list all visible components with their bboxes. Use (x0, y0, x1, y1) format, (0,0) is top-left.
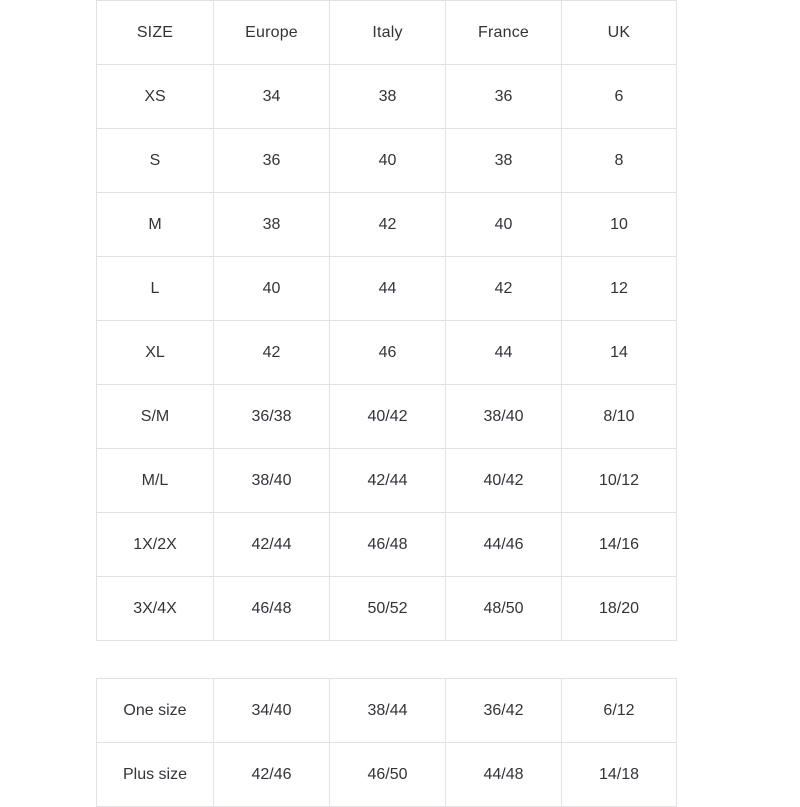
cell-italy: 40 (330, 129, 446, 193)
cell-italy: 42/44 (330, 449, 446, 513)
row-label: L (97, 257, 214, 321)
cell-france: 44/48 (446, 743, 562, 807)
cell-europe: 46/48 (214, 577, 330, 641)
cell-uk: 12 (562, 257, 677, 321)
table-header-row (97, 1, 677, 65)
table-row (97, 385, 677, 449)
row-label: XL (97, 321, 214, 385)
cell-europe: 42/44 (214, 513, 330, 577)
table-row (97, 257, 677, 321)
cell-uk: 18/20 (562, 577, 677, 641)
column-header-uk: UK (562, 1, 677, 65)
row-label: 3X/4X (97, 577, 214, 641)
table-body (97, 65, 677, 641)
row-label: Plus size (97, 743, 214, 807)
cell-france: 38 (446, 129, 562, 193)
row-label: 1X/2X (97, 513, 214, 577)
column-header-france: France (446, 1, 562, 65)
cell-italy: 50/52 (330, 577, 446, 641)
table-row (97, 679, 677, 743)
cell-europe: 38 (214, 193, 330, 257)
cell-france: 38/40 (446, 385, 562, 449)
cell-france: 42 (446, 257, 562, 321)
column-header-size: SIZE (97, 1, 214, 65)
cell-italy: 38/44 (330, 679, 446, 743)
table-row (97, 129, 677, 193)
row-label: One size (97, 679, 214, 743)
cell-france: 40 (446, 193, 562, 257)
size-chart-container (96, 0, 676, 807)
cell-europe: 42 (214, 321, 330, 385)
cell-europe: 36/38 (214, 385, 330, 449)
cell-uk: 14 (562, 321, 677, 385)
cell-france: 44/46 (446, 513, 562, 577)
cell-europe: 34/40 (214, 679, 330, 743)
size-conversion-table (96, 0, 677, 641)
cell-uk: 6/12 (562, 679, 677, 743)
table-row (97, 321, 677, 385)
table-row (97, 577, 677, 641)
cell-uk: 14/18 (562, 743, 677, 807)
secondary-table-wrapper (96, 678, 676, 807)
cell-europe: 36 (214, 129, 330, 193)
table-row (97, 449, 677, 513)
cell-france: 36 (446, 65, 562, 129)
cell-italy: 46/50 (330, 743, 446, 807)
cell-france: 40/42 (446, 449, 562, 513)
cell-europe: 40 (214, 257, 330, 321)
cell-italy: 46/48 (330, 513, 446, 577)
cell-europe: 34 (214, 65, 330, 129)
row-label: XS (97, 65, 214, 129)
cell-uk: 6 (562, 65, 677, 129)
table-row (97, 513, 677, 577)
cell-italy: 42 (330, 193, 446, 257)
column-header-italy: Italy (330, 1, 446, 65)
cell-france: 44 (446, 321, 562, 385)
table-body (97, 679, 677, 807)
row-label: M/L (97, 449, 214, 513)
cell-uk: 14/16 (562, 513, 677, 577)
cell-europe: 42/46 (214, 743, 330, 807)
cell-uk: 10/12 (562, 449, 677, 513)
row-label: S/M (97, 385, 214, 449)
cell-uk: 10 (562, 193, 677, 257)
cell-italy: 44 (330, 257, 446, 321)
cell-italy: 46 (330, 321, 446, 385)
row-label: M (97, 193, 214, 257)
table-row (97, 65, 677, 129)
row-label: S (97, 129, 214, 193)
cell-france: 48/50 (446, 577, 562, 641)
cell-italy: 40/42 (330, 385, 446, 449)
cell-uk: 8 (562, 129, 677, 193)
cell-france: 36/42 (446, 679, 562, 743)
special-sizes-table (96, 678, 677, 807)
cell-italy: 38 (330, 65, 446, 129)
table-row (97, 743, 677, 807)
cell-uk: 8/10 (562, 385, 677, 449)
column-header-europe: Europe (214, 1, 330, 65)
cell-europe: 38/40 (214, 449, 330, 513)
table-row (97, 193, 677, 257)
